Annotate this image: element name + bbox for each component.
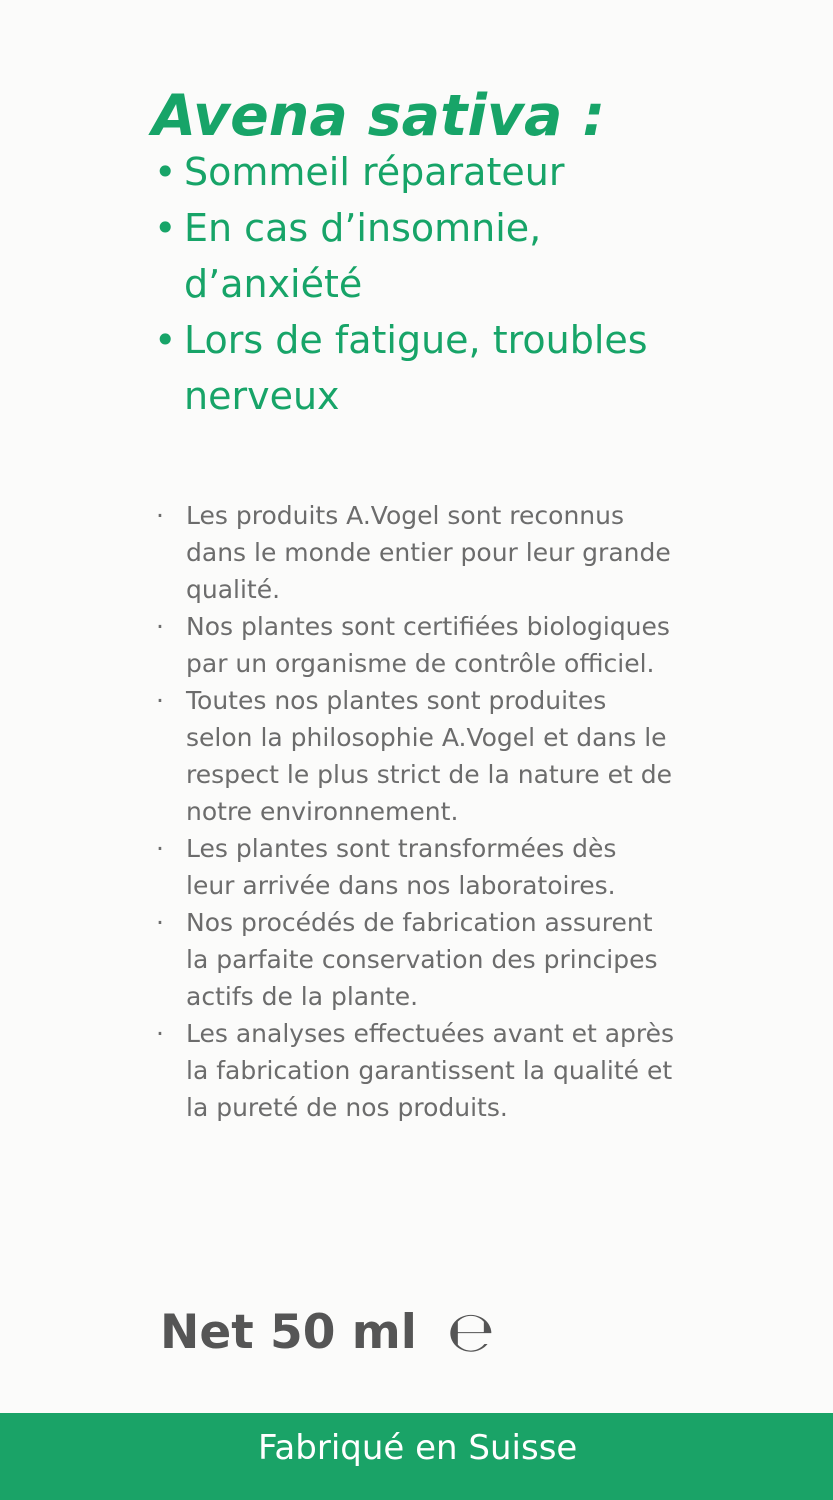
benefit-line: nerveux bbox=[184, 374, 340, 418]
quality-bullet: · bbox=[156, 501, 164, 530]
benefit-line: Sommeil réparateur bbox=[184, 150, 565, 194]
benefit-bullet: • bbox=[154, 150, 177, 194]
benefits-title: Avena sativa : bbox=[152, 83, 606, 149]
benefit-item bbox=[152, 200, 812, 312]
quality-bullet: · bbox=[156, 612, 164, 641]
quality-bullet: · bbox=[156, 908, 164, 937]
quality-item bbox=[156, 830, 716, 904]
quality-line: la pureté de nos produits. bbox=[186, 1093, 508, 1122]
quality-bullet: · bbox=[156, 834, 164, 863]
quality-line: Les analyses effectuées avant et après bbox=[186, 1019, 675, 1048]
benefit-bullet: • bbox=[154, 206, 177, 250]
quality-line: Toutes nos plantes sont produites bbox=[186, 686, 607, 715]
net-quantity bbox=[160, 1300, 495, 1365]
quality-item bbox=[156, 904, 716, 1015]
benefit-line: Lors de fatigue, troubles bbox=[184, 318, 648, 362]
quality-bullet: · bbox=[156, 686, 164, 715]
quality-line: la parfaite conservation des principes bbox=[186, 945, 658, 974]
quality-item bbox=[156, 682, 716, 830]
quality-item bbox=[156, 497, 716, 608]
benefit-bullet: • bbox=[154, 318, 177, 362]
quality-item bbox=[156, 608, 716, 682]
quality-section bbox=[156, 497, 716, 1126]
benefit-item bbox=[152, 144, 812, 200]
quality-line: qualité. bbox=[186, 575, 281, 604]
benefit-line: En cas d’insomnie, bbox=[184, 206, 542, 250]
quality-bullet: · bbox=[156, 1019, 164, 1048]
quality-item bbox=[156, 1015, 716, 1126]
quality-line: Nos plantes sont certifiées biologiques bbox=[186, 612, 670, 641]
quality-line: par un organisme de contrôle officiel. bbox=[186, 649, 655, 678]
quality-line: Nos procédés de fabrication assurent bbox=[186, 908, 653, 937]
quality-line: selon la philosophie A.Vogel et dans le bbox=[186, 723, 667, 752]
quality-line: actifs de la plante. bbox=[186, 982, 419, 1011]
quality-line: leur arrivée dans nos laboratoires. bbox=[186, 871, 616, 900]
benefit-item bbox=[152, 312, 812, 424]
quality-line: la fabrication garantissent la qualité et bbox=[186, 1056, 673, 1085]
estimated-sign-icon: ℮ bbox=[446, 1300, 495, 1365]
made-in-switzerland-label: Fabriqué en Suisse bbox=[258, 1428, 578, 1468]
quality-line: Les produits A.Vogel sont reconnus bbox=[186, 501, 625, 530]
quality-line: notre environnement. bbox=[186, 797, 459, 826]
quality-line: respect le plus strict de la nature et de bbox=[186, 760, 672, 789]
quality-line: dans le monde entier pour leur grande bbox=[186, 538, 671, 567]
net-quantity-label: Net 50 ml bbox=[160, 1305, 417, 1360]
quality-line: Les plantes sont transformées dès bbox=[186, 834, 617, 863]
benefit-line: d’anxiété bbox=[184, 262, 363, 306]
benefits-section bbox=[152, 83, 812, 424]
